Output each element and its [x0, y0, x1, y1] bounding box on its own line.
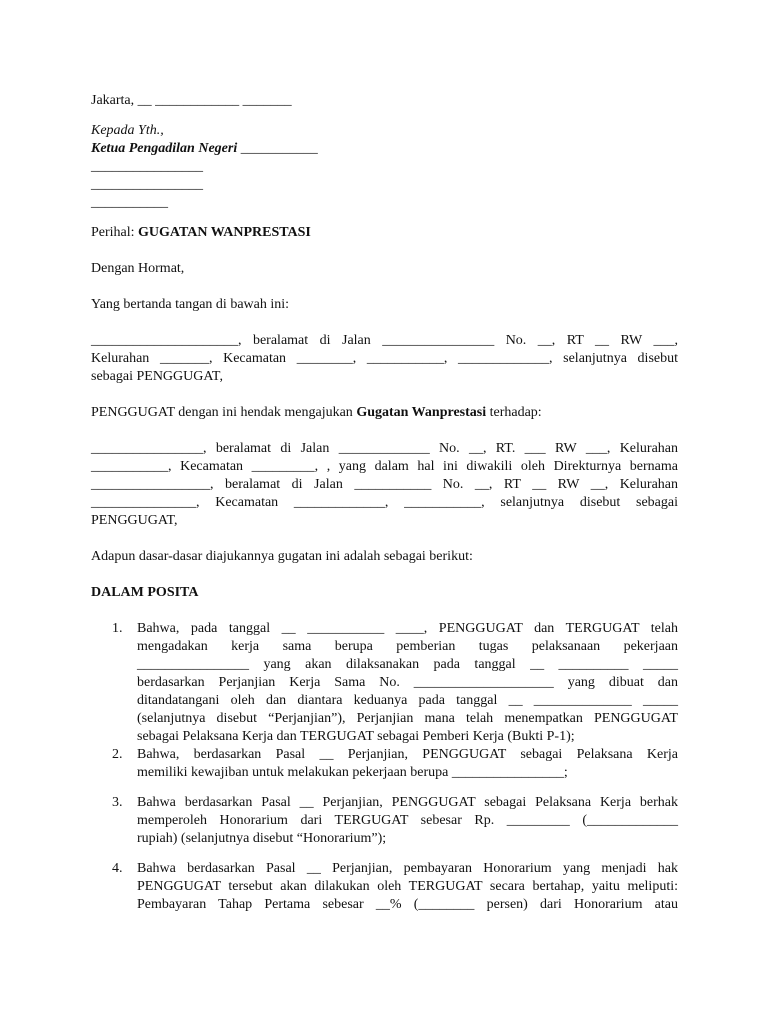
posita-item	[91, 620, 678, 746]
defendant-paragraph	[91, 440, 678, 530]
posita-item-line: Pembayaran Tahap Pertama sebesar __% (________ persen) dari Honorarium atau	[137, 897, 678, 912]
posita-item-line: memiliki kewajiban untuk melakukan pekerjaan berupa ________________;	[137, 765, 568, 780]
statement-pre: PENGGUGAT dengan ini hendak mengajukan	[91, 405, 357, 420]
recipient-title-line	[91, 140, 678, 158]
recipient-address-line-1: ________________	[91, 159, 203, 174]
posita-item-number: 3.	[112, 795, 123, 810]
defendant-line-5: PENGGUGAT,	[91, 513, 178, 528]
plaintiff-line-3: sebagai PENGGUGAT,	[91, 369, 223, 384]
posita-item-line: ditandatangani oleh dan diantara keduanya pada tanggal __ ______________ _____	[137, 693, 678, 708]
statement-post: terhadap:	[486, 405, 542, 420]
posita-item-line: Bahwa berdasarkan Pasal __ Perjanjian, pembayaran Honorarium yang menjadi hak	[137, 861, 678, 876]
statement-line	[91, 404, 678, 422]
subject-value: GUGATAN WANPRESTASI	[138, 225, 311, 240]
list-spacer	[91, 848, 678, 860]
recipient-address-line-2: ________________	[91, 177, 203, 192]
basis-text: Adapun dasar-dasar diajukannya gugatan ini adalah sebagai berikut:	[91, 549, 473, 564]
plaintiff-line-1: _____________________, beralamat di Jalan ________________ No. __, RT __ RW ___,	[91, 333, 678, 348]
posita-list	[91, 620, 678, 914]
posita-item-line: PENGGUGAT tersebut akan dilakukan oleh TERGUGAT secara bertahap, yaitu meliputi:	[137, 879, 678, 894]
posita-item-line: memperoleh Honorarium dari TERGUGAT sebesar Rp. _________ (_____________	[137, 813, 678, 828]
posita-item-line: berdasarkan Perjanjian Kerja Sama No. ____________________ yang dibuat dan	[137, 675, 678, 690]
section-title: DALAM POSITA	[91, 585, 199, 600]
defendant-line-3: _________________, beralamat di Jalan ___________ No. __, RT __ RW __, Kelurahan	[91, 477, 678, 492]
recipient-address-line-3: ___________	[91, 195, 168, 210]
posita-item	[91, 794, 678, 848]
posita-item-line: (selanjutnya disebut “Perjanjian”), Perjanjian mana telah menempatkan PENGGUGAT	[137, 711, 678, 726]
place-date: Jakarta, __ ____________ _______	[91, 93, 292, 108]
greeting: Dengan Hormat,	[91, 261, 185, 276]
subject-label: Perihal:	[91, 225, 135, 240]
posita-item	[91, 746, 678, 782]
plaintiff-line-2: Kelurahan _______, Kecamatan ________, ___________, _____________, selanjutnya disebut	[91, 351, 678, 366]
subject-line	[91, 224, 678, 242]
posita-item-line: sebagai Pelaksana Kerja dan TERGUGAT sebagai Pemberi Kerja (Bukti P-1);	[137, 729, 575, 744]
posita-item-line: mengadakan kerja sama berupa pemberian tugas pelaksanaan pekerjaan	[137, 639, 678, 654]
recipient-title: Ketua Pengadilan Negeri	[91, 141, 238, 156]
recipient-salutation: Kepada Yth.,	[91, 123, 164, 138]
posita-item-number: 1.	[112, 621, 123, 636]
posita-item-line: rupiah) (selanjutnya disebut “Honorarium”);	[137, 831, 387, 846]
defendant-line-2: ___________, Kecamatan _________, , yang dalam hal ini diwakili oleh Direkturnya bernama	[91, 459, 678, 474]
posita-item-line: ________________ yang akan dilaksanakan pada tanggal __ __________ _____	[137, 657, 678, 672]
statement-bold: Gugatan Wanprestasi	[356, 405, 487, 420]
posita-item-number: 4.	[112, 861, 123, 876]
recipient-title-blank: ___________	[237, 141, 318, 156]
posita-item	[91, 860, 678, 914]
defendant-line-1: ________________, beralamat di Jalan _____________ No. __, RT. ___ RW ___, Kelurahan	[91, 441, 678, 456]
list-spacer	[91, 782, 678, 794]
posita-item-line: Bahwa, berdasarkan Pasal __ Perjanjian, PENGGUGAT sebagai Pelaksana Kerja	[137, 747, 678, 762]
intro-text: Yang bertanda tangan di bawah ini:	[91, 297, 290, 312]
posita-item-number: 2.	[112, 747, 123, 762]
defendant-line-4: _______________, Kecamatan _____________, ___________, selanjutnya disebut sebagai	[91, 495, 678, 510]
posita-item-line: Bahwa, pada tanggal __ ___________ ____, PENGGUGAT dan TERGUGAT telah	[137, 621, 678, 636]
posita-item-line: Bahwa berdasarkan Pasal __ Perjanjian, PENGGUGAT sebagai Pelaksana Kerja berhak	[137, 795, 678, 810]
plaintiff-paragraph	[91, 332, 678, 386]
